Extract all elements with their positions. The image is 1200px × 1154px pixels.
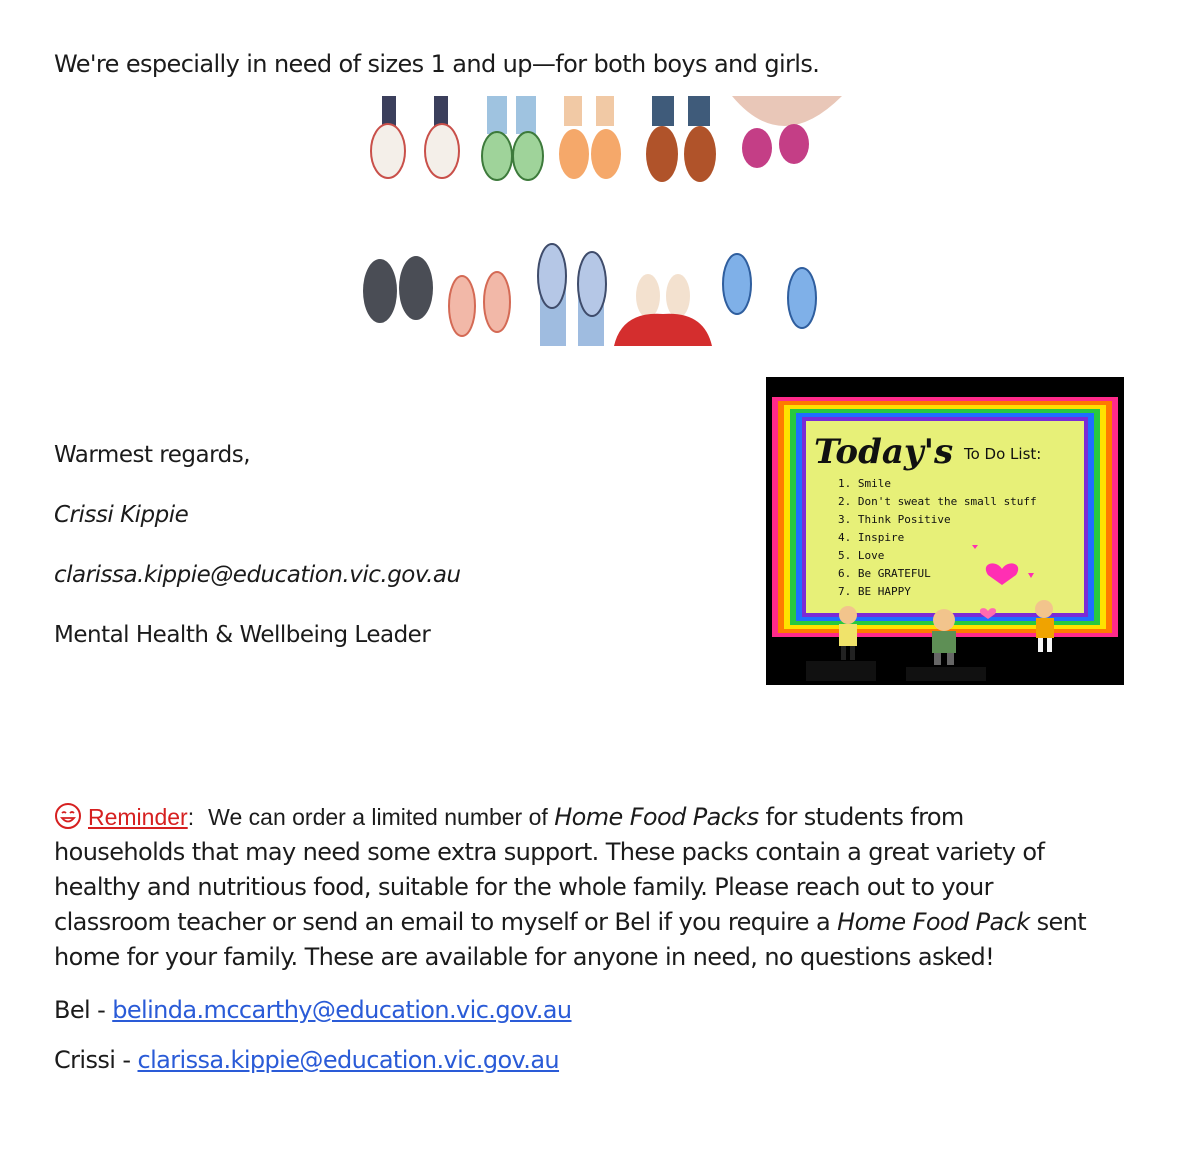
todo-title-rest: To Do List: — [964, 445, 1042, 463]
closing-text: Warmest regards, — [54, 442, 251, 468]
reminder-line-3: healthy and nutritious food, suitable for the whole family. Please reach out to your — [54, 873, 993, 901]
contact-name: Crissi - — [54, 1046, 138, 1074]
todo-item: 6. Be GRATEFUL — [838, 567, 931, 580]
reminder-line1-bold: We can order a limited number of — [208, 804, 555, 830]
contact-email-link[interactable]: clarissa.kippie@education.vic.gov.au — [137, 1046, 560, 1074]
todo-item: 2. Don't sweat the small stuff — [838, 495, 1037, 508]
reminder-line1-italic: Home Food Packs — [554, 803, 759, 831]
reminder-line4-start: classroom teacher or send an email to myself or Bel if you require a — [54, 908, 838, 936]
grinning-face-icon — [54, 802, 82, 830]
todo-item: 5. Love — [838, 549, 885, 562]
todo-item: 4. Inspire — [838, 531, 905, 544]
reminder-line-2: households that may need some extra support. These packs contain a great variety of — [54, 838, 1045, 866]
contact-crissi — [54, 1046, 559, 1074]
reminder-line-1 — [54, 800, 1154, 835]
signer-role: Mental Health & Wellbeing Leader — [54, 622, 431, 648]
reminder-colon: : — [187, 804, 195, 830]
reminder-line1-rest: for students from — [758, 803, 964, 831]
contact-email-link[interactable]: belinda.mccarthy@education.vic.gov.au — [112, 996, 572, 1024]
contact-bel — [54, 996, 572, 1024]
todo-list-image — [766, 377, 1124, 685]
todo-item: 7. BE HAPPY — [838, 585, 911, 598]
contact-name: Bel - — [54, 996, 113, 1024]
reminder-label: Reminder — [88, 804, 188, 830]
intro-text: We're especially in need of sizes 1 and up—for both boys and girls. — [54, 50, 820, 78]
reminder-line4-end: sent — [1029, 908, 1087, 936]
reminder-line-5: home for your family. These are available for anyone in need, no questions asked! — [54, 943, 995, 971]
reminder-line4-italic: Home Food Pack — [837, 908, 1030, 936]
reminder-line-4 — [54, 905, 1154, 940]
todo-title-script: Today's — [814, 432, 954, 472]
todo-item: 1. Smile — [838, 477, 891, 490]
feet-illustration-bottom — [352, 236, 842, 346]
signer-name: Crissi Kippie — [54, 502, 189, 528]
reminder-paragraph — [54, 800, 1154, 975]
signer-email: clarissa.kippie@education.vic.gov.au — [54, 562, 461, 588]
feet-illustration-top — [352, 96, 842, 188]
todo-item: 3. Think Positive — [838, 513, 951, 526]
